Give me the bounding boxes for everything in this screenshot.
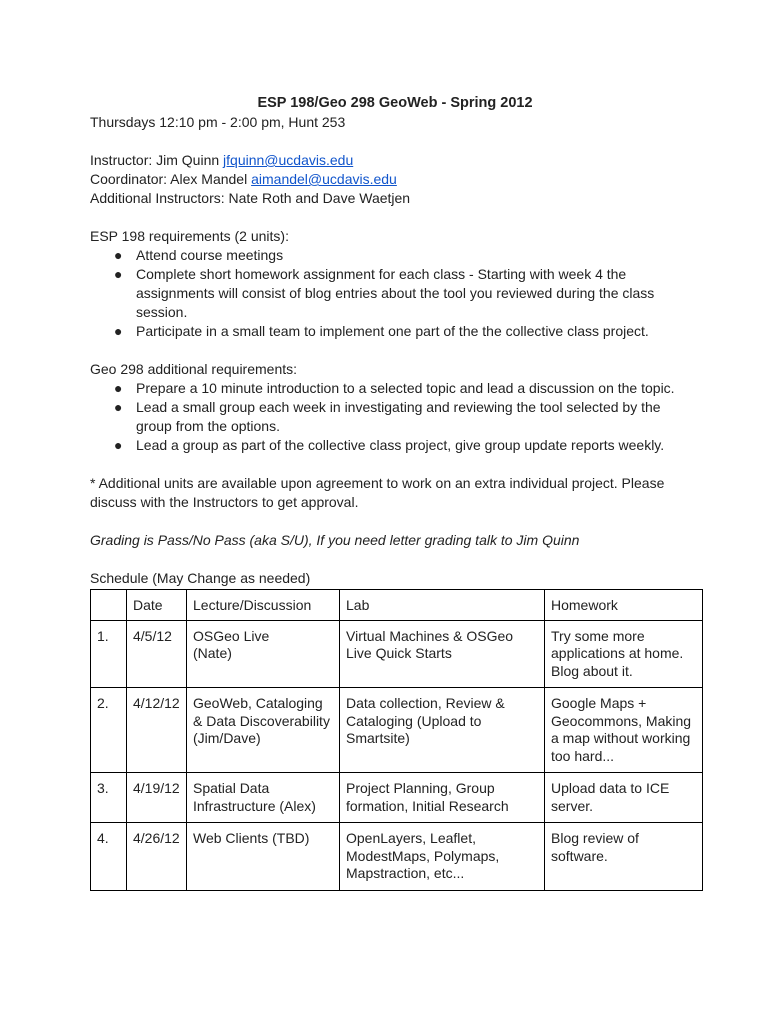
additional-units-note: * Additional units are available upon agreement to work on an extra individual project. Please discuss with the Instructors to get approval. (90, 475, 665, 510)
cell-homework: Try some more applications at home. Blog about it. (545, 620, 703, 688)
cell-lecture: GeoWeb, Cataloging & Data Discoverability (Jim/Dave) (187, 688, 340, 773)
table-row (91, 688, 703, 773)
instructor-line (90, 151, 710, 170)
schedule-table (90, 589, 703, 891)
cell-homework: Google Maps + Geocommons, Making a map without working too hard... (545, 688, 703, 773)
cell-row-number: 1. (91, 620, 127, 688)
list-item (90, 246, 696, 265)
document-title: ESP 198/Geo 298 GeoWeb - Spring 2012 (257, 95, 533, 111)
list-item-text: Prepare a 10 minute introduction to a selected topic and lead a discussion on the topic. (136, 380, 675, 396)
meeting-time: Thursdays 12:10 pm - 2:00 pm, Hunt 253 (90, 114, 346, 130)
cell-date: 4/5/12 (127, 620, 187, 688)
header-cell-date: Date (127, 590, 187, 621)
table-row (91, 620, 703, 688)
instructor-email-link[interactable]: jfquinn@ucdavis.edu (223, 152, 354, 168)
cell-date: 4/19/12 (127, 773, 187, 823)
spacer (90, 341, 710, 360)
table-row (91, 773, 703, 823)
bullet-icon: ● (114, 399, 123, 415)
spacer (90, 208, 710, 227)
cell-lecture: Web Clients (TBD) (187, 823, 340, 891)
header-cell-row-number (91, 590, 127, 621)
header-cell-homework: Homework (545, 590, 703, 621)
cell-row-number: 4. (91, 823, 127, 891)
cell-row-number: 2. (91, 688, 127, 773)
coordinator-label: Coordinator: Alex Mandel (90, 171, 252, 187)
bullet-icon: ● (114, 380, 123, 396)
list-item-text: Lead a small group each week in investigating and reviewing the tool selected by the group from the options. (136, 399, 661, 434)
spacer (90, 455, 710, 474)
list-item-text: Attend course meetings (136, 247, 284, 263)
list-item (90, 436, 696, 455)
cell-lab: Data collection, Review & Cataloging (Upload to Smartsite) (340, 688, 545, 773)
cell-row-number: 3. (91, 773, 127, 823)
bullet-icon: ● (114, 247, 123, 263)
cell-date: 4/26/12 (127, 823, 187, 891)
header-cell-lab: Lab (340, 590, 545, 621)
cell-lab: Project Planning, Group formation, Initial Research (340, 773, 545, 823)
instructor-label: Instructor: Jim Quinn (90, 152, 224, 168)
bullet-icon: ● (114, 323, 123, 339)
list-item (90, 398, 696, 436)
additional-instructors: Additional Instructors: Nate Roth and Dave Waetjen (90, 190, 411, 206)
table-header-row (91, 590, 703, 621)
geo-requirements-heading: Geo 298 additional requirements: (90, 361, 298, 377)
table-row (91, 823, 703, 891)
grading-note: Grading is Pass/No Pass (aka S/U), If you need letter grading talk to Jim Quinn (90, 532, 580, 548)
spacer (90, 132, 710, 151)
list-item (90, 322, 696, 341)
list-item (90, 379, 696, 398)
cell-homework: Blog review of software. (545, 823, 703, 891)
coordinator-email-link[interactable]: aimandel@ucdavis.edu (251, 171, 397, 187)
esp-requirements-heading: ESP 198 requirements (2 units): (90, 228, 289, 244)
cell-lecture: Spatial Data Infrastructure (Alex) (187, 773, 340, 823)
schedule-caption: Schedule (May Change as needed) (90, 570, 311, 586)
spacer (90, 550, 710, 569)
coordinator-line (90, 170, 710, 189)
cell-lecture: OSGeo Live (Nate) (187, 620, 340, 688)
cell-lab: OpenLayers, Leaflet, ModestMaps, Polymaps, Mapstraction, etc... (340, 823, 545, 891)
list-item-text: Lead a group as part of the collective class project, give group update reports weekly. (136, 437, 665, 453)
cell-homework: Upload data to ICE server. (545, 773, 703, 823)
cell-date: 4/12/12 (127, 688, 187, 773)
document-page (90, 93, 710, 891)
bullet-icon: ● (114, 266, 123, 282)
header-cell-lecture: Lecture/Discussion (187, 590, 340, 621)
spacer (90, 512, 710, 531)
geo-requirements-list (90, 379, 710, 455)
esp-requirements-list (90, 246, 710, 341)
bullet-icon: ● (114, 437, 123, 453)
list-item (90, 265, 696, 322)
list-item-text: Participate in a small team to implement one part of the the collective class project. (136, 323, 649, 339)
cell-lab: Virtual Machines & OSGeo Live Quick Starts (340, 620, 545, 688)
list-item-text: Complete short homework assignment for each class - Starting with week 4 the assignments will consist of blog entries about the tool you reviewed during the class session. (136, 266, 655, 320)
